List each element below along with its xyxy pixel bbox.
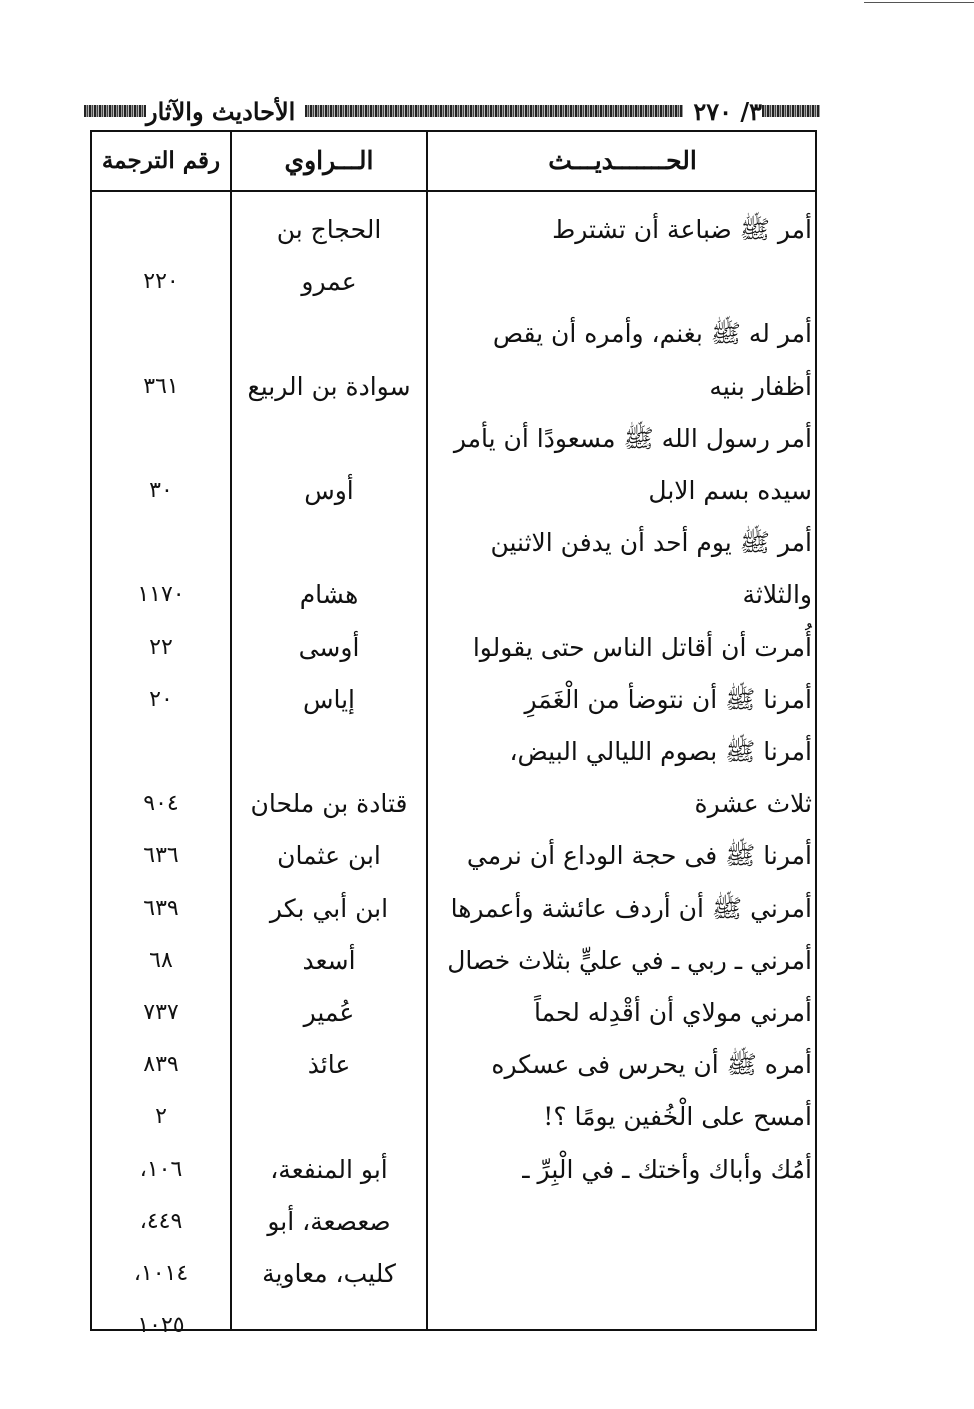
narrator-name: صعصعة، أبو (267, 1206, 391, 1236)
table-row (92, 1196, 815, 1248)
top-corner-rule (864, 2, 974, 3)
header-divider (92, 190, 815, 192)
narrator-name: عُمير (303, 998, 355, 1027)
narrator-name: قتادة بن ملحان (250, 789, 408, 819)
translation-number: ٩٠٤ (143, 791, 179, 817)
header-ornament-left (84, 105, 146, 117)
narrator-name: عائذ (307, 1050, 351, 1080)
translation-number: ٢٢٠ (143, 269, 179, 295)
table-row (92, 1144, 815, 1196)
narrator-name: ابن عثمان (277, 841, 381, 871)
narrator-name: إياس (302, 684, 356, 714)
translation-number: ١٠٦، (139, 1156, 183, 1182)
header-ornament-right (762, 105, 820, 117)
table-row (92, 413, 815, 465)
table-row (92, 569, 815, 621)
translation-number: ٢٢ (149, 634, 173, 660)
hadith-text: أمرني ـ ربي ـ في عليٍّ بثلاث خصال (447, 945, 812, 975)
narrator-name: عمرو (301, 267, 357, 297)
table-row (92, 935, 815, 987)
table-row (92, 204, 815, 256)
narrator-name: هشام (299, 580, 359, 610)
translation-number: ٤٤٩، (139, 1208, 183, 1234)
translation-number: ٨٣٩ (143, 1052, 179, 1078)
narrator-name: أسعد (302, 945, 356, 975)
table-row (92, 1300, 815, 1352)
translation-number: ٣٠ (149, 478, 173, 503)
table-row (92, 830, 815, 882)
translation-number: ٦٣٦ (143, 843, 179, 869)
translation-number: ٦٨ (149, 947, 173, 973)
hadith-text: أمسح على الْخُفين يومًا ؟! (543, 1102, 812, 1132)
hadith-text: والثلاثة (742, 580, 812, 610)
hadith-text: أمر ﷺ ضباعة أن تشترط (552, 215, 812, 244)
translation-number: ١٠١٤، (133, 1261, 189, 1286)
narrator-name: ابن أبي بكر (269, 893, 389, 923)
table-row (92, 987, 815, 1039)
running-header (84, 96, 820, 126)
translation-number: ٦٣٩ (143, 895, 179, 921)
table-row (92, 674, 815, 726)
page-reference: ٣/ ٢٧٠ (693, 96, 762, 126)
narrator-name: سوادة بن الربيع (247, 371, 411, 401)
translation-number: ٢٠ (149, 686, 173, 712)
column-header-hadith: الحـــــــديـــث (548, 146, 697, 175)
hadith-text: أمره ﷺ أن يحرس فى عسكره (491, 1050, 812, 1080)
table-row (92, 517, 815, 569)
hadith-text: أمرني مولاي أن أقْدِله لحماً (533, 998, 812, 1027)
column-header-number: رقم الترجمة (101, 147, 221, 174)
hadith-text: سيده بسم الابل (648, 476, 812, 505)
table-row (92, 308, 815, 360)
hadith-text: أمر رسول الله ﷺ مسعودًا أن يأمر (453, 423, 812, 453)
table-row (92, 1248, 815, 1300)
hadith-text: أمُك وأباك وأختك ـ في الْبِرِّ ـ (522, 1154, 812, 1184)
translation-number: ١٠٢٥ (137, 1313, 185, 1339)
hadith-text: أمرني ﷺ أن أردف عائشة وأعمرها (450, 893, 812, 923)
running-title: الأحاديث والآثار (146, 96, 296, 126)
narrator-name: أبو المنفعة، (270, 1154, 388, 1184)
table-row (92, 1091, 815, 1143)
hadith-text: أمر ﷺ يوم أحد أن يدفن الاثنين (490, 528, 812, 558)
table-row (92, 726, 815, 778)
header-ornament-middle (305, 105, 683, 117)
hadith-text: أمرنا ﷺ بصوم الليالي البيض، (509, 737, 812, 766)
hadith-text: أظفار بنيه (709, 371, 812, 401)
table-row (92, 622, 815, 674)
translation-number: ٢ (155, 1104, 167, 1130)
hadith-text: ثلاث عشرة (694, 789, 812, 819)
narrator-name: أوسى (298, 632, 360, 662)
table-row (92, 256, 815, 308)
table-row (92, 883, 815, 935)
translation-number: ٣٦١ (143, 373, 179, 399)
hadith-text: أمر له ﷺ بغنم، وأمره أن يقص (492, 319, 812, 349)
table-row (92, 361, 815, 413)
narrator-name: الحجاج بن (276, 215, 382, 244)
hadith-text: أمرنا ﷺ أن نتوضأ من الْغَمَرِ (524, 684, 812, 714)
table-row (92, 1039, 815, 1091)
table-row (92, 465, 815, 517)
translation-number: ٧٣٧ (143, 1000, 179, 1025)
hadith-text: أُمرت أن أقاتل الناس حتى يقولوا (472, 632, 812, 662)
narrator-name: كليب، معاوية (262, 1259, 396, 1288)
table-row (92, 778, 815, 830)
narrator-name: أوس (304, 476, 354, 505)
hadith-table (90, 130, 817, 1339)
translation-number: ١١٧٠ (137, 582, 185, 608)
column-header-narrator: الـــراوي (284, 146, 374, 175)
hadith-text: أمرنا ﷺ فى حجة الوداع أن نرمي (466, 841, 812, 871)
